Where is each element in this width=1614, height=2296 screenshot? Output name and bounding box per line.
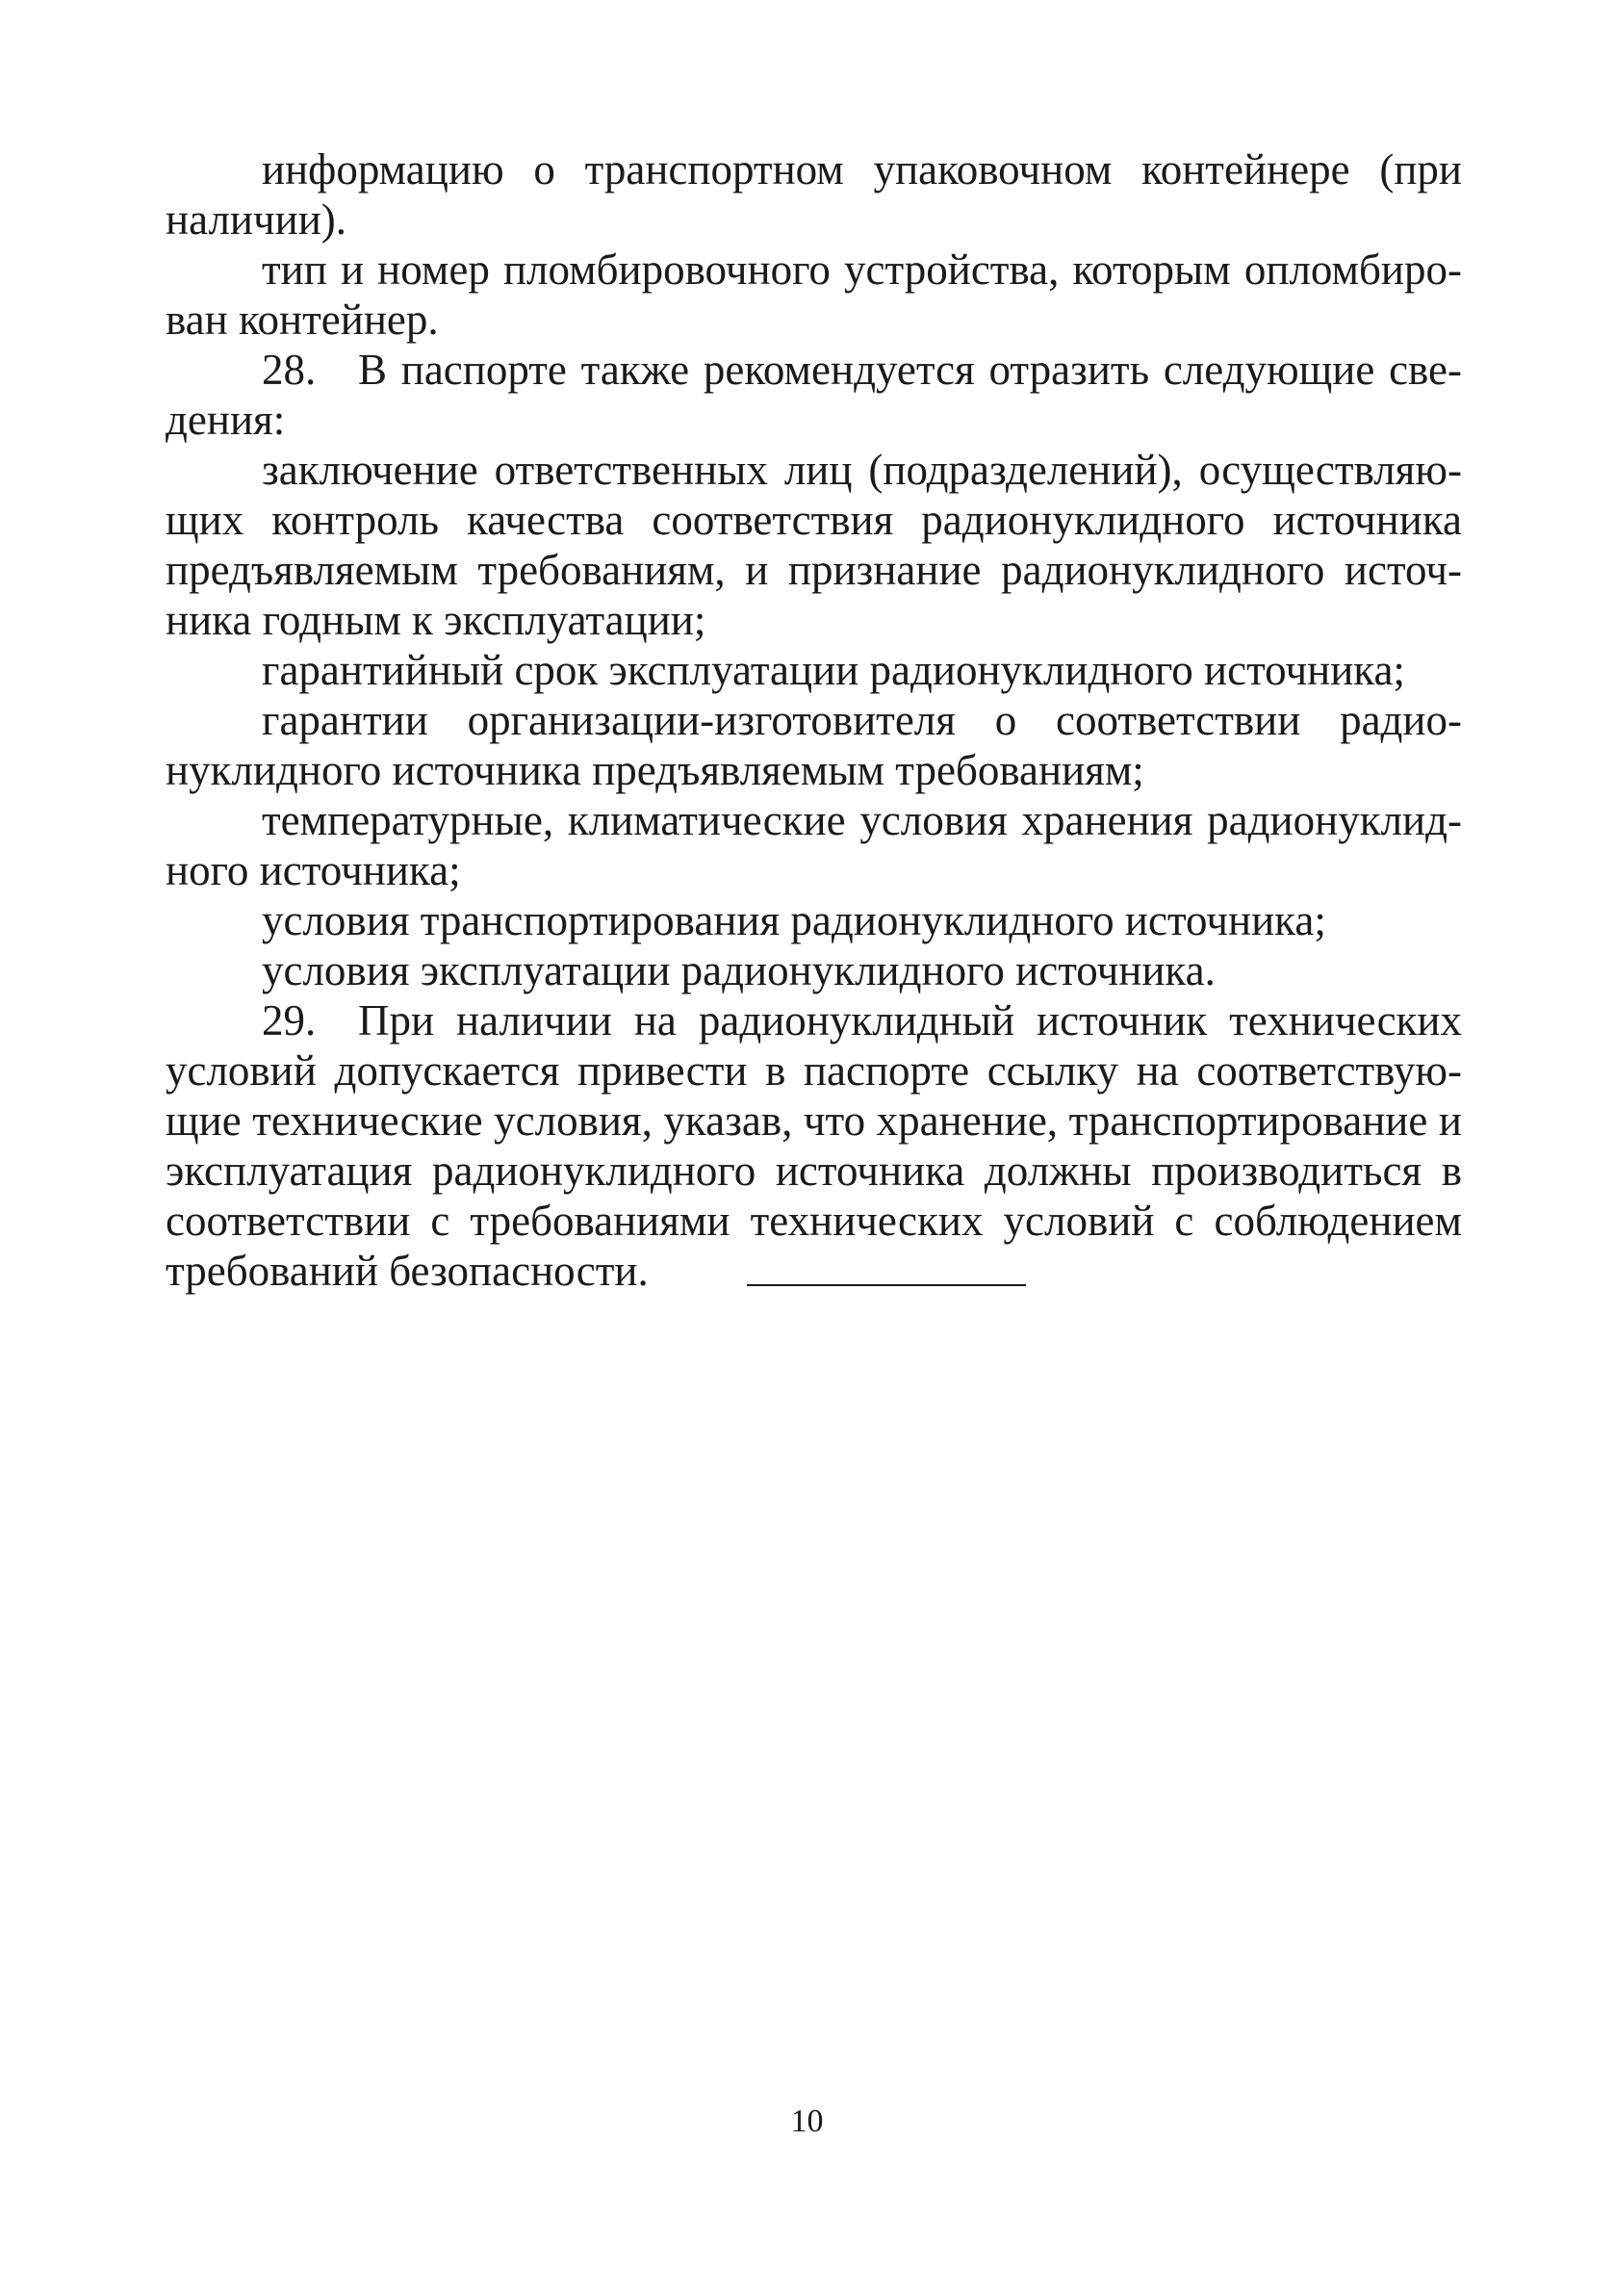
document-body — [166, 144, 1462, 1296]
text-line: условий допускается привести в паспорте ссылку на соответствую- — [166, 1046, 1462, 1095]
end-divider — [747, 1284, 1026, 1286]
paragraph-number: 29. — [262, 996, 317, 1045]
text-line: При наличии на радионуклидный источник технических — [358, 996, 1462, 1045]
text-line: тип и номер пломбировочного устройства, которым опломбиро- — [262, 245, 1462, 294]
text-line: В паспорте также рекомендуется отразить следующие све- — [358, 346, 1462, 394]
text-line: соответствии с требованиями технических условий с соблюдением — [166, 1197, 1462, 1245]
numbered-line — [166, 345, 1462, 395]
text-line: щие технические условия, указав, что хранение, транспортирование и — [166, 1096, 1462, 1145]
text-line: температурные, климатические условия хранения радионуклид- — [262, 796, 1462, 844]
text-line: гарантии организации-изготовителя о соответствии радио- — [262, 696, 1462, 744]
text-line: нуклидного источника предъявляемым требованиям; — [166, 746, 1144, 794]
text-line: дения: — [166, 396, 286, 444]
text-line: гарантийный срок эксплуатации радионуклидного источника; — [262, 646, 1405, 694]
text-line: заключение ответственных лиц (подразделений), осуществляю- — [262, 446, 1462, 494]
paragraph-number: 28. — [262, 346, 317, 394]
numbered-line — [166, 995, 1462, 1045]
text-line: эксплуатация радионуклидного источника должны производиться в — [166, 1147, 1462, 1195]
text-line: ника годным к эксплуатации; — [166, 596, 706, 644]
page-number: 10 — [790, 2103, 824, 2139]
text-line: требований безопасности. — [166, 1247, 649, 1295]
text-line: предъявляемым требованиям, и признание радионуклидного источ- — [166, 546, 1462, 594]
text-line: наличии). — [166, 195, 347, 244]
text-line: информацию о транспортном упаковочном контейнере (при — [262, 145, 1462, 193]
text-line: условия эксплуатации радионуклидного источника. — [262, 946, 1216, 994]
text-line: ного источника; — [166, 846, 461, 894]
text-line: ван контейнер. — [166, 296, 439, 344]
text-line: щих контроль качества соответствия радионуклидного источника — [166, 496, 1462, 544]
text-line: условия транспортирования радионуклидного источника; — [262, 896, 1326, 944]
